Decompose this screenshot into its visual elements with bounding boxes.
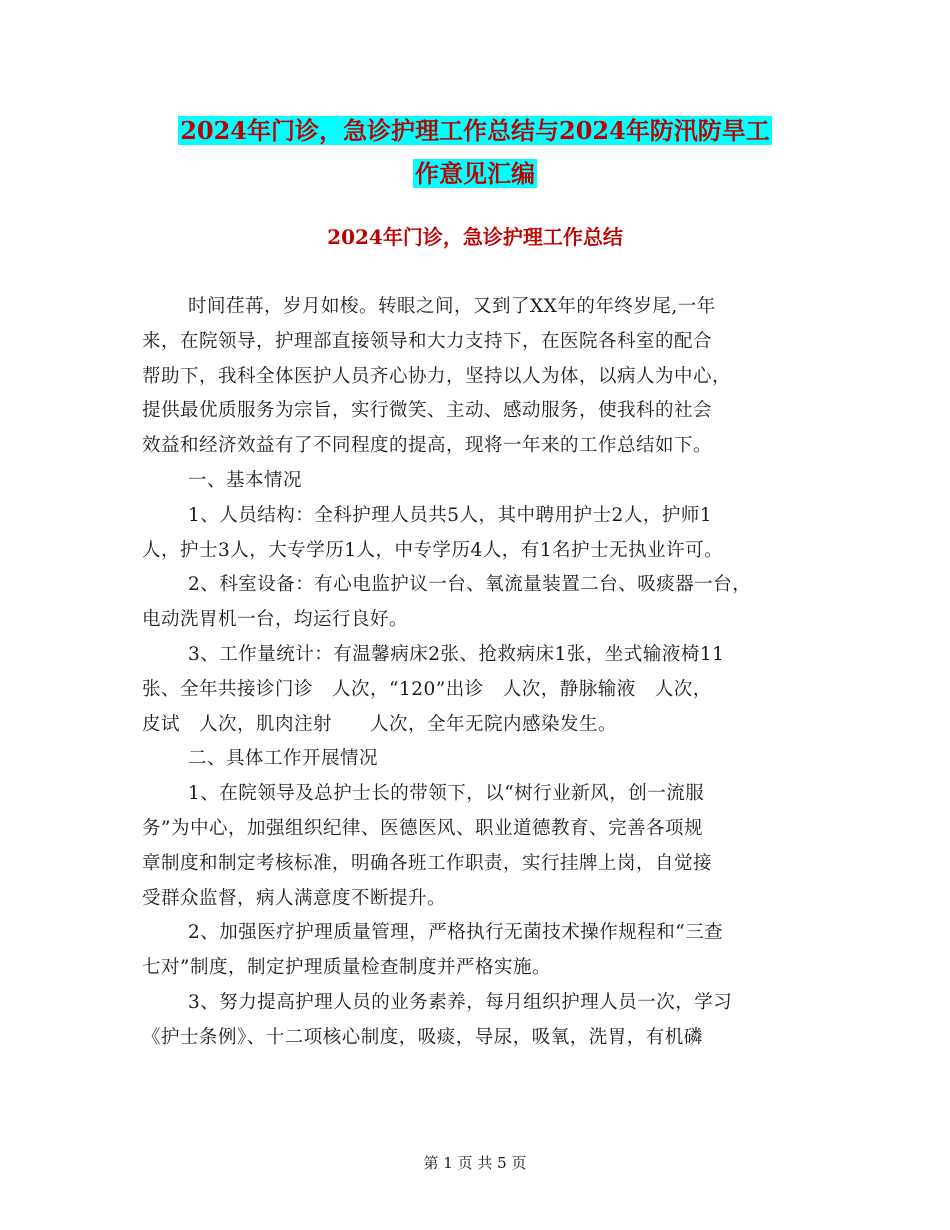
body-line: 受群众监督，病人满意度不断提升。 (142, 887, 447, 909)
body-line: 1、在院领导及总护士长的带领下，以“树行业新风，创一流服 (188, 783, 705, 805)
body-line: 章制度和制定考核标准，明确各班工作职责，实行挂牌上岗，自觉接 (142, 852, 713, 874)
section-title: 2024年门诊，急诊护理工作总结 (327, 225, 623, 249)
body-line: 皮试 人次，肌肉注射 人次，全年无院内感染发生。 (142, 713, 618, 735)
body-line: 七对”制度，制定护理质量检查制度并严格实施。 (142, 957, 551, 979)
body-line: 务”为中心，加强组织纪律、医德医风、职业道德教育、完善各项规 (142, 817, 703, 839)
body-line: 3、工作量统计：有温馨病床2张、抢救病床1张，坐式输液椅11 (188, 643, 725, 665)
body-line: 提供最优质服务为宗旨，实行微笑、主动、感动服务，使我科的社会 (142, 400, 713, 422)
body-line: 来，在院领导，护理部直接领导和大力支持下，在医院各科室的配合 (142, 330, 713, 352)
title-highlight: 2024年门诊，急诊护理工作总结与2024年防汛防旱工 (180, 116, 770, 145)
body-heading: 一、基本情况 (188, 469, 303, 491)
body-line: 2、科室设备：有心电监护议一台、氧流量装置二台、吸痰器一台， (188, 574, 752, 596)
document-title-line-2 (0, 155, 950, 193)
page-footer: 第 1 页 共 5 页 (423, 1154, 527, 1172)
body-line: 时间荏苒，岁月如梭。转眼之间，又到了XX年的年终岁尾,一年 (188, 296, 716, 317)
title-highlight: 作意见汇编 (415, 159, 535, 188)
body-line: 3、努力提高护理人员的业务素养，每月组织护理人员一次，学习 (188, 991, 733, 1013)
body-heading: 二、具体工作开展情况 (188, 748, 379, 770)
body-line: 人，护士3人，大专学历1人，中专学历4人，有1名护士无执业许可。 (142, 539, 724, 561)
body-line: 效益和经济效益有了不同程度的提高，现将一年来的工作总结如下。 (142, 435, 713, 457)
document-title-line-1 (0, 112, 950, 150)
body-line: 1、人员结构：全科护理人员共5人，其中聘用护士2人，护师1 (188, 504, 713, 526)
body-line: 2、加强医疗护理质量管理，严格执行无菌技术操作规程和“三查 (188, 922, 724, 944)
body-line: 帮助下，我科全体医护人员齐心协力，坚持以人为体，以病人为中心， (142, 365, 732, 387)
document-body (142, 290, 814, 1056)
body-line: 《护士条例》、十二项核心制度，吸痰，导尿，吸氧，洗胃，有机磷 (142, 1026, 703, 1048)
body-line: 电动洗胃机一台，均运行良好。 (142, 609, 409, 631)
body-line: 张、全年共接诊门诊 人次，“120”出诊 人次，静脉输液 人次， (142, 678, 712, 700)
